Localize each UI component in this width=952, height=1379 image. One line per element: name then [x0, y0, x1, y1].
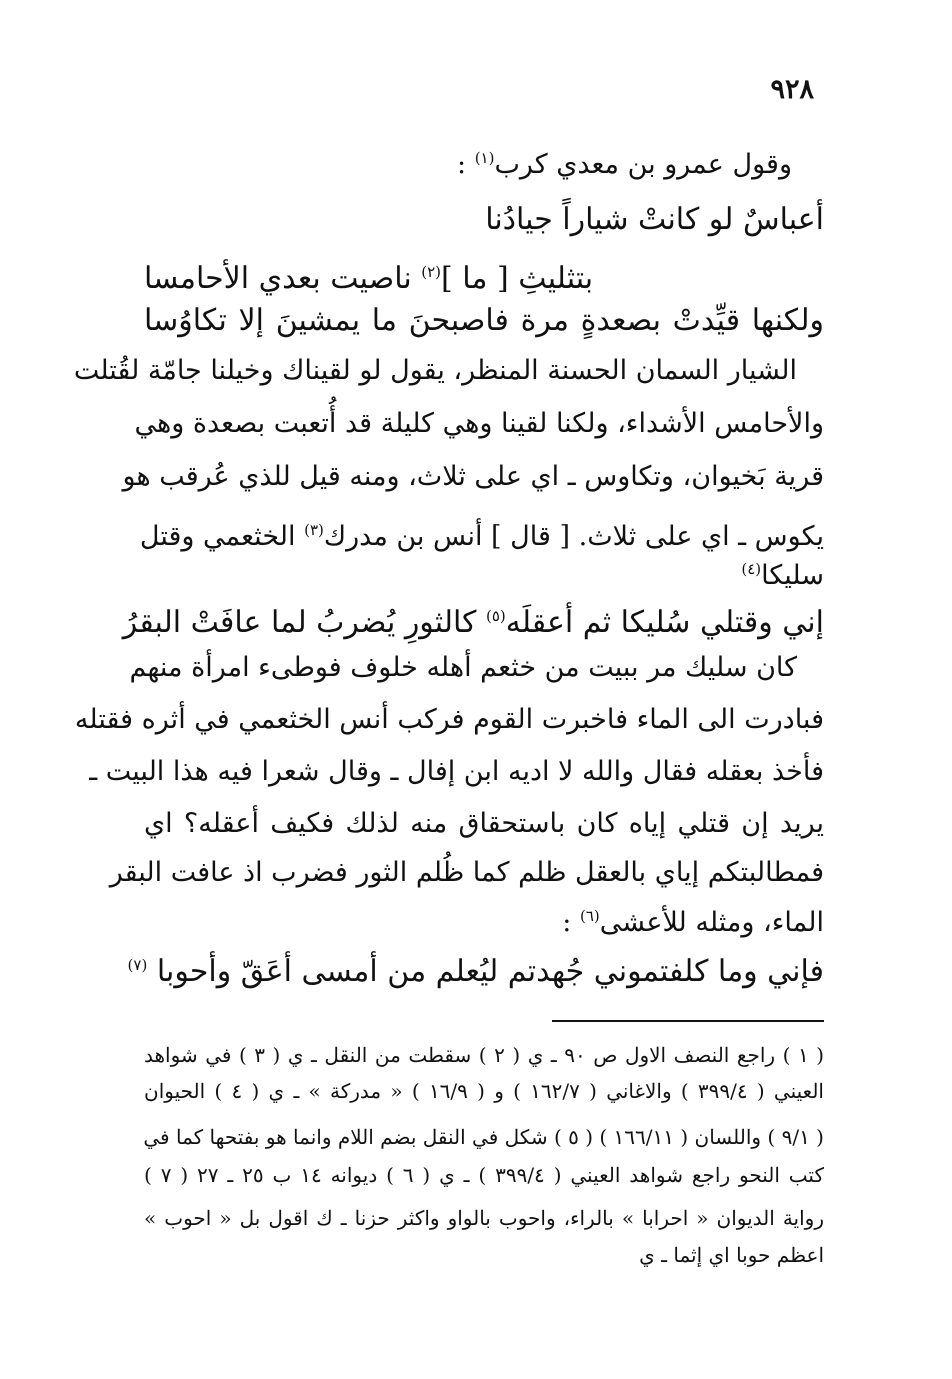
- intro-text: وقول عمرو بن معدي كرب: [494, 149, 792, 180]
- intro-colon: :: [456, 149, 467, 180]
- verse-1-second-half: [144, 252, 824, 299]
- footnote-ref-7: (٧): [127, 956, 148, 974]
- prose-2-line-1: كان سليك مر ببيت من خثعم أهله خلوف فوطىء امرأة منهم: [129, 652, 797, 683]
- prose-2-line-6-text: الماء، ومثله للأعشى: [599, 907, 824, 938]
- verse-2: ولكنها قيِّدتْ بصعدةٍ مرة فاصبحنَ ما يمشينَ إلا تكاوُسا: [144, 303, 824, 338]
- prose-2-line-6: [144, 896, 824, 943]
- verse-4: [127, 945, 824, 992]
- prose-1-line-5-text: سليكا: [761, 560, 824, 591]
- prose-2-colon: :: [562, 907, 572, 938]
- footnote-line-5: رواية الديوان « احرابا » بالراء، واحوب بالواو واكثر حزنا ـ ك اقول بل « احوب »: [144, 1206, 824, 1230]
- footnote-ref-1: (١): [474, 149, 495, 167]
- verse-1-bracket: بتثليثِ [ ما ]: [441, 261, 594, 296]
- prose-1-line-4-a: يكوس ـ اي على ثلاث. [ قال ] أنس بن مدرك: [323, 521, 824, 552]
- footnote-line-1: ( ١ ) راجع النصف الاول ص ٩٠ ـ ي ( ٢ ) سقطت من النقل ـ ي ( ٣ ) في شواهد: [144, 1043, 825, 1067]
- prose-2-line-4: يريد إن قتلي إياه كان باستحقاق منه لذلك فكيف أعقله؟ اي: [144, 808, 824, 839]
- intro-line: [152, 138, 792, 185]
- footnote-ref-4: (٤): [741, 560, 762, 578]
- prose-2-line-2: فبادرت الى الماء فاخبرت القوم فركب أنس الخثعمي في أثره فقتله: [74, 704, 824, 735]
- prose-1-line-5: [144, 549, 824, 596]
- footnote-separator: [552, 1020, 824, 1022]
- footnote-line-2: العيني ( ٣٩٩/٤ ) والاغاني ( ١٦٢/٧ ) و ( ١٦/٩ ) « مدركة » ـ ي ( ٤ ) الحيوان: [144, 1079, 824, 1103]
- prose-1-line-3: قرية بَخيوان، وتكاوس ـ اي على ثلاث، ومنه قيل للذي عُرقب هو: [122, 461, 824, 492]
- footnote-ref-6: (٦): [579, 907, 600, 925]
- footnote-ref-3: (٣): [304, 521, 324, 539]
- footnote-line-6: اعظم حوبا اي إثما ـ ي: [639, 1243, 824, 1267]
- footnote-line-3: ( ٩/١ ) واللسان ( ١٦٦/١١ ) ( ٥ ) شكل في النقل بضم اللام وانما هو بفتحها كما في: [143, 1125, 824, 1149]
- verse-1-first-half: أعباسٌ لو كانتْ شياراً جيادُنا: [485, 202, 824, 237]
- verse-3-second-half: كالثورِ يُضربُ لما عافَتْ البقرُ: [122, 605, 477, 640]
- verse-3: [122, 596, 824, 643]
- prose-2-line-3: فأخذ بعقله فقال والله لا اديه ابن إفال ـ وقال شعرا فيه هذا البيت ـ: [89, 756, 824, 787]
- verse-3-first-half: إني وقتلي سُليكا ثم أعقلَه: [505, 605, 824, 640]
- page-number: ٩٢٨: [770, 74, 814, 105]
- footnote-ref-2: (٢): [421, 263, 442, 281]
- prose-1-line-4-b: الخثعمي وقتل: [139, 521, 296, 552]
- prose-1-line-2: والأحامس الأشداء، ولكنا لقينا وهي كليلة قد أُتعبت بصعدة وهي: [134, 408, 824, 439]
- verse-4-text: فإني وما كلفتموني جُهدتم ليُعلم من أمسى أعَقّ وأحوبا: [156, 954, 824, 989]
- prose-1-line-1: الشيار السمان الحسنة المنظر، يقول لو لقيناك وخيلنا جامّة لقُتلت: [73, 355, 797, 386]
- prose-2-line-5: فمطالبتكم إياي بالعقل ظلم كما ظُلم الثور فضرب اذ عافت البقر: [109, 857, 824, 888]
- footnote-line-4: كتب النحو راجع شواهد العيني ( ٣٩٩/٤ ) ـ ي ( ٦ ) ديوانه ١٤ ب ٢٥ ـ ٢٧ ( ٧ ): [144, 1163, 824, 1187]
- footnote-ref-5: (٥): [485, 607, 506, 625]
- verse-1-end: ناصيت بعدي الأحامسا: [144, 261, 412, 296]
